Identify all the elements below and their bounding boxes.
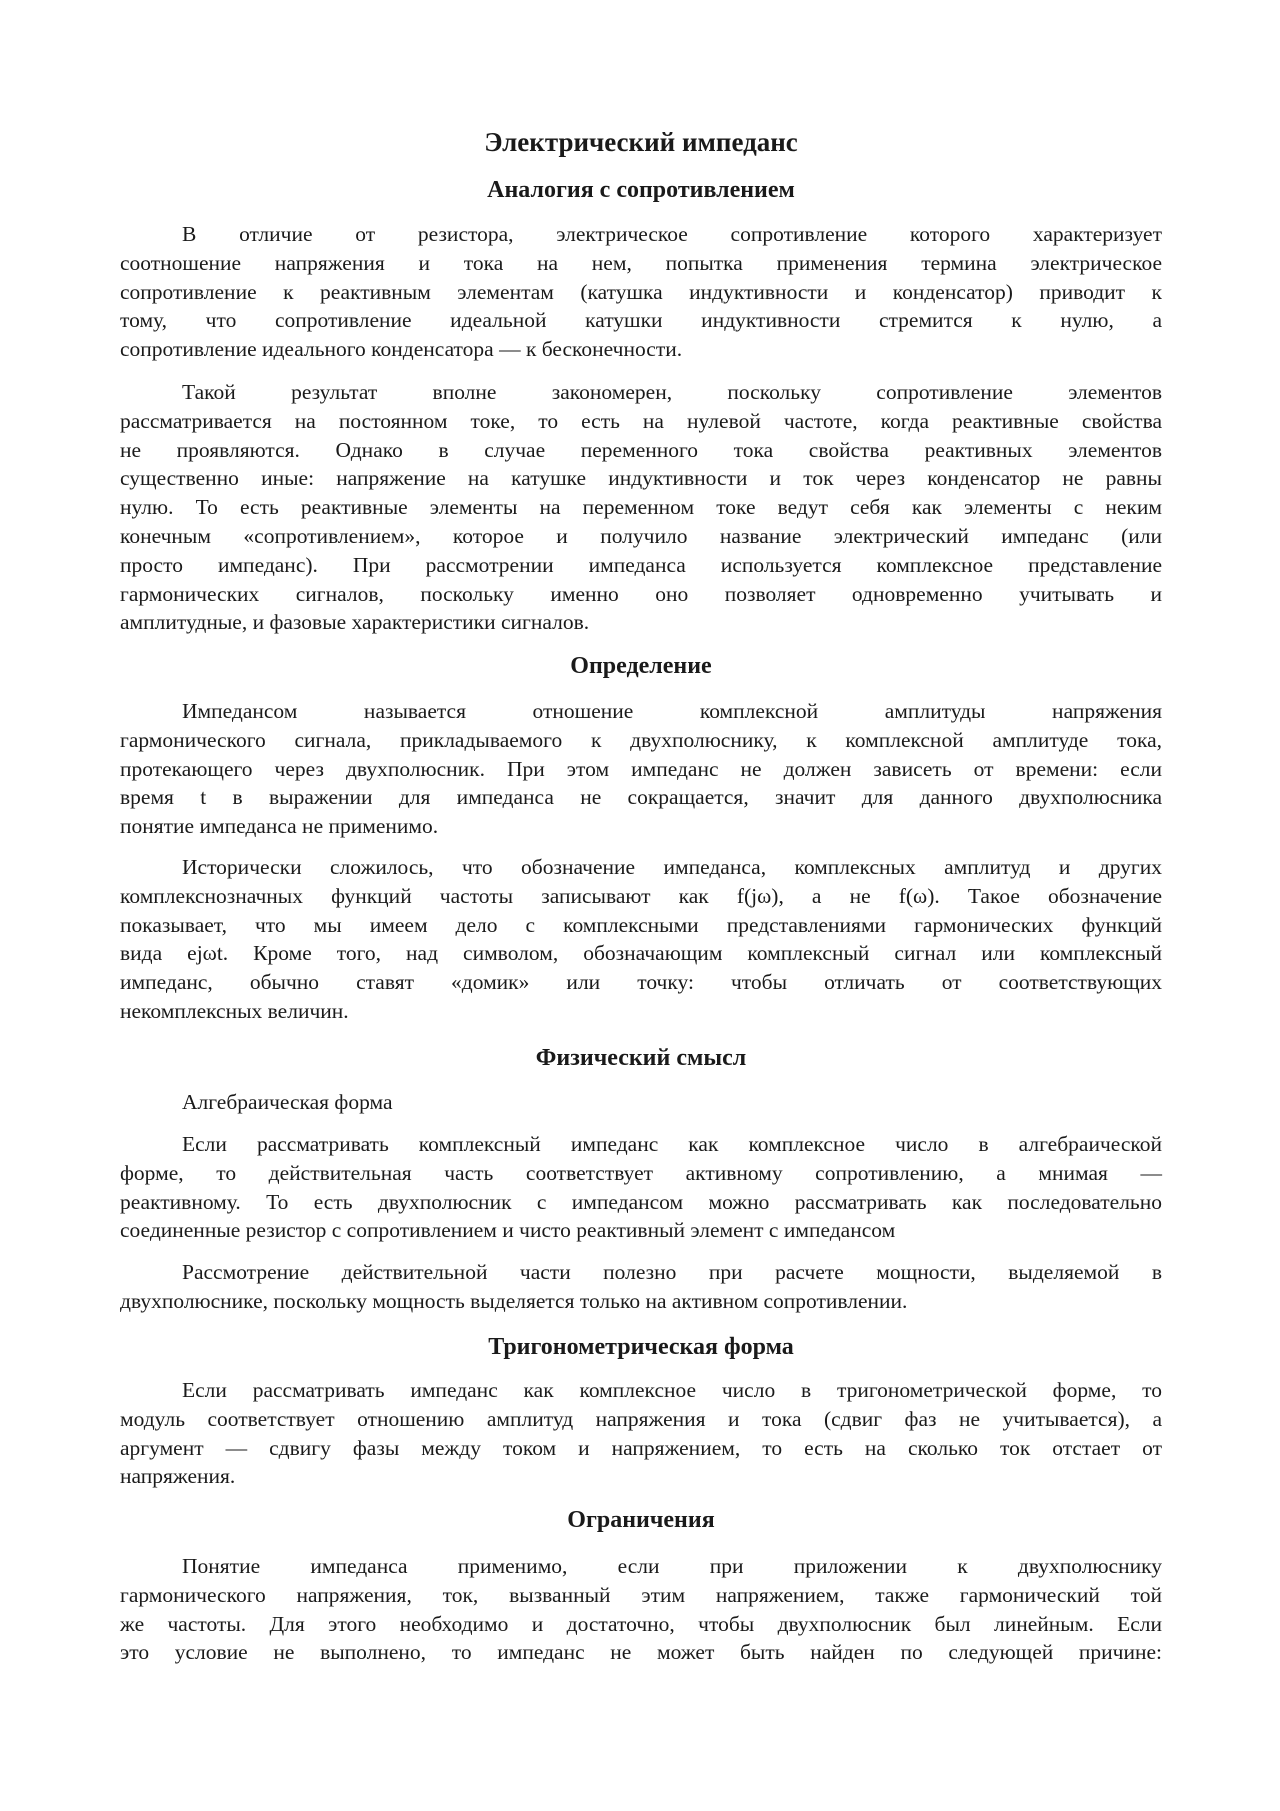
section-heading-physical-meaning: Физический смысл bbox=[535, 1045, 747, 1071]
text-line: Исторически сложилось, что обозначение импеданса, комплексных амплитуд и других bbox=[182, 855, 1162, 879]
text-line: В отличие от резистора, электрическое сопротивление которого характеризует bbox=[182, 222, 1162, 246]
text-line: просто импеданс). При рассмотрении импеданса используется комплексное представление bbox=[120, 552, 1162, 577]
text-line: двухполюснике, поскольку мощность выделяется только на активном сопротивлении. bbox=[120, 1288, 908, 1313]
text-line: понятие импеданса не применимо. bbox=[120, 814, 439, 839]
text-line: нулю. То есть реактивные элементы на переменном токе ведут себя как элементы с неким bbox=[120, 495, 1162, 520]
paragraph bbox=[120, 1552, 1162, 1667]
text-line: гармонических сигналов, поскольку именно оно позволяет одновременно учитывать и bbox=[120, 581, 1162, 606]
paragraph bbox=[120, 853, 1162, 1026]
section-heading-trigonometric-form: Тригонометрическая форма bbox=[488, 1334, 794, 1360]
text-line: тому, что сопротивление идеальной катушки индуктивности стремится к нулю, а bbox=[120, 308, 1162, 333]
text-line: соотношение напряжения и тока на нем, попытка применения термина электрическое bbox=[120, 250, 1162, 275]
text-line: же частоты. Для этого необходимо и достаточно, чтобы двухполюсник был линейным. Если bbox=[120, 1611, 1162, 1636]
section-heading-limitations: Ограничения bbox=[567, 1507, 715, 1533]
paragraph bbox=[120, 1258, 1162, 1316]
section-heading-analogy: Аналогия с сопротивлением bbox=[487, 177, 795, 203]
text-line: форме, то действительная часть соответствует активному сопротивлению, а мнимая — bbox=[120, 1160, 1162, 1185]
text-line: напряжения. bbox=[120, 1464, 236, 1489]
text-line: импеданс, обычно ставят «домик» или точку: чтобы отличать от соответствующих bbox=[120, 970, 1162, 995]
section-heading-definition: Определение bbox=[570, 653, 712, 679]
text-line: Импедансом называется отношение комплексной амплитуды напряжения bbox=[182, 699, 1162, 723]
text-line: гармонического сигнала, прикладываемого к двухполюснику, к комплексной амплитуде тока, bbox=[120, 727, 1162, 752]
paragraph bbox=[120, 378, 1162, 637]
text-line: вида ejωt. Кроме того, над символом, обозначающим комплексный сигнал или комплексный bbox=[120, 941, 1162, 966]
text-line: Такой результат вполне закономерен, поскольку сопротивление элементов bbox=[182, 380, 1162, 404]
text-line: сопротивление идеального конденсатора — к бесконечности. bbox=[120, 337, 683, 362]
text-line: модуль соответствует отношению амплитуд напряжения и тока (сдвиг фаз не учитывается), а bbox=[120, 1406, 1162, 1431]
text-line: Рассмотрение действительной части полезно при расчете мощности, выделяемой в bbox=[182, 1260, 1162, 1284]
text-line: конечным «сопротивлением», которое и получило название электрический импеданс (или bbox=[120, 523, 1162, 548]
text-line: комплекснозначных функций частоты записывают как f(jω), а не f(ω). Такое обозначение bbox=[120, 883, 1162, 908]
text-line: существенно иные: напряжение на катушке индуктивности и ток через конденсатор не равны bbox=[120, 466, 1162, 491]
text-line: протекающего через двухполюсник. При этом импеданс не должен зависеть от времени: если bbox=[120, 756, 1162, 781]
subheading-algebraic-form: Алгебраическая форма bbox=[182, 1090, 393, 1114]
text-line: рассматривается на постоянном токе, то есть на нулевой частоте, когда реактивные свойства bbox=[120, 408, 1162, 433]
text-line: некомплексных величин. bbox=[120, 998, 349, 1023]
paragraph bbox=[120, 1130, 1162, 1245]
text-line: гармонического напряжения, ток, вызванный этим напряжением, также гармонический той bbox=[120, 1582, 1162, 1607]
text-line: Если рассматривать комплексный импеданс как комплексное число в алгебраической bbox=[182, 1132, 1162, 1156]
paragraph bbox=[120, 220, 1162, 364]
text-line: аргумент — сдвигу фазы между током и напряжением, то есть на сколько ток отстает от bbox=[120, 1435, 1162, 1460]
text-line: соединенные резистор с сопротивлением и чисто реактивный элемент с импедансом bbox=[120, 1218, 896, 1243]
text-line: Если рассматривать импеданс как комплексное число в тригонометрической форме, то bbox=[182, 1378, 1162, 1402]
paragraph bbox=[120, 1376, 1162, 1491]
text-line: амплитудные, и фазовые характеристики сигналов. bbox=[120, 610, 590, 635]
text-line: реактивному. То есть двухполюсник с импедансом можно рассматривать как последовательно bbox=[120, 1189, 1162, 1214]
text-line: не проявляются. Однако в случае переменного тока свойства реактивных элементов bbox=[120, 437, 1162, 462]
paragraph bbox=[120, 697, 1162, 841]
text-line: время t в выражении для импеданса не сокращается, значит для данного двухполюсника bbox=[120, 785, 1162, 810]
text-line: сопротивление к реактивным элементам (катушка индуктивности и конденсатор) приводит к bbox=[120, 279, 1162, 304]
text-line: это условие не выполнено, то импеданс не может быть найден по следующей причине: bbox=[120, 1640, 1162, 1665]
text-line: показывает, что мы имеем дело с комплексными представлениями гармонических функций bbox=[120, 912, 1162, 937]
text-line: Понятие импеданса применимо, если при приложении к двухполюснику bbox=[182, 1554, 1162, 1578]
document-title: Электрический импеданс bbox=[484, 127, 798, 157]
